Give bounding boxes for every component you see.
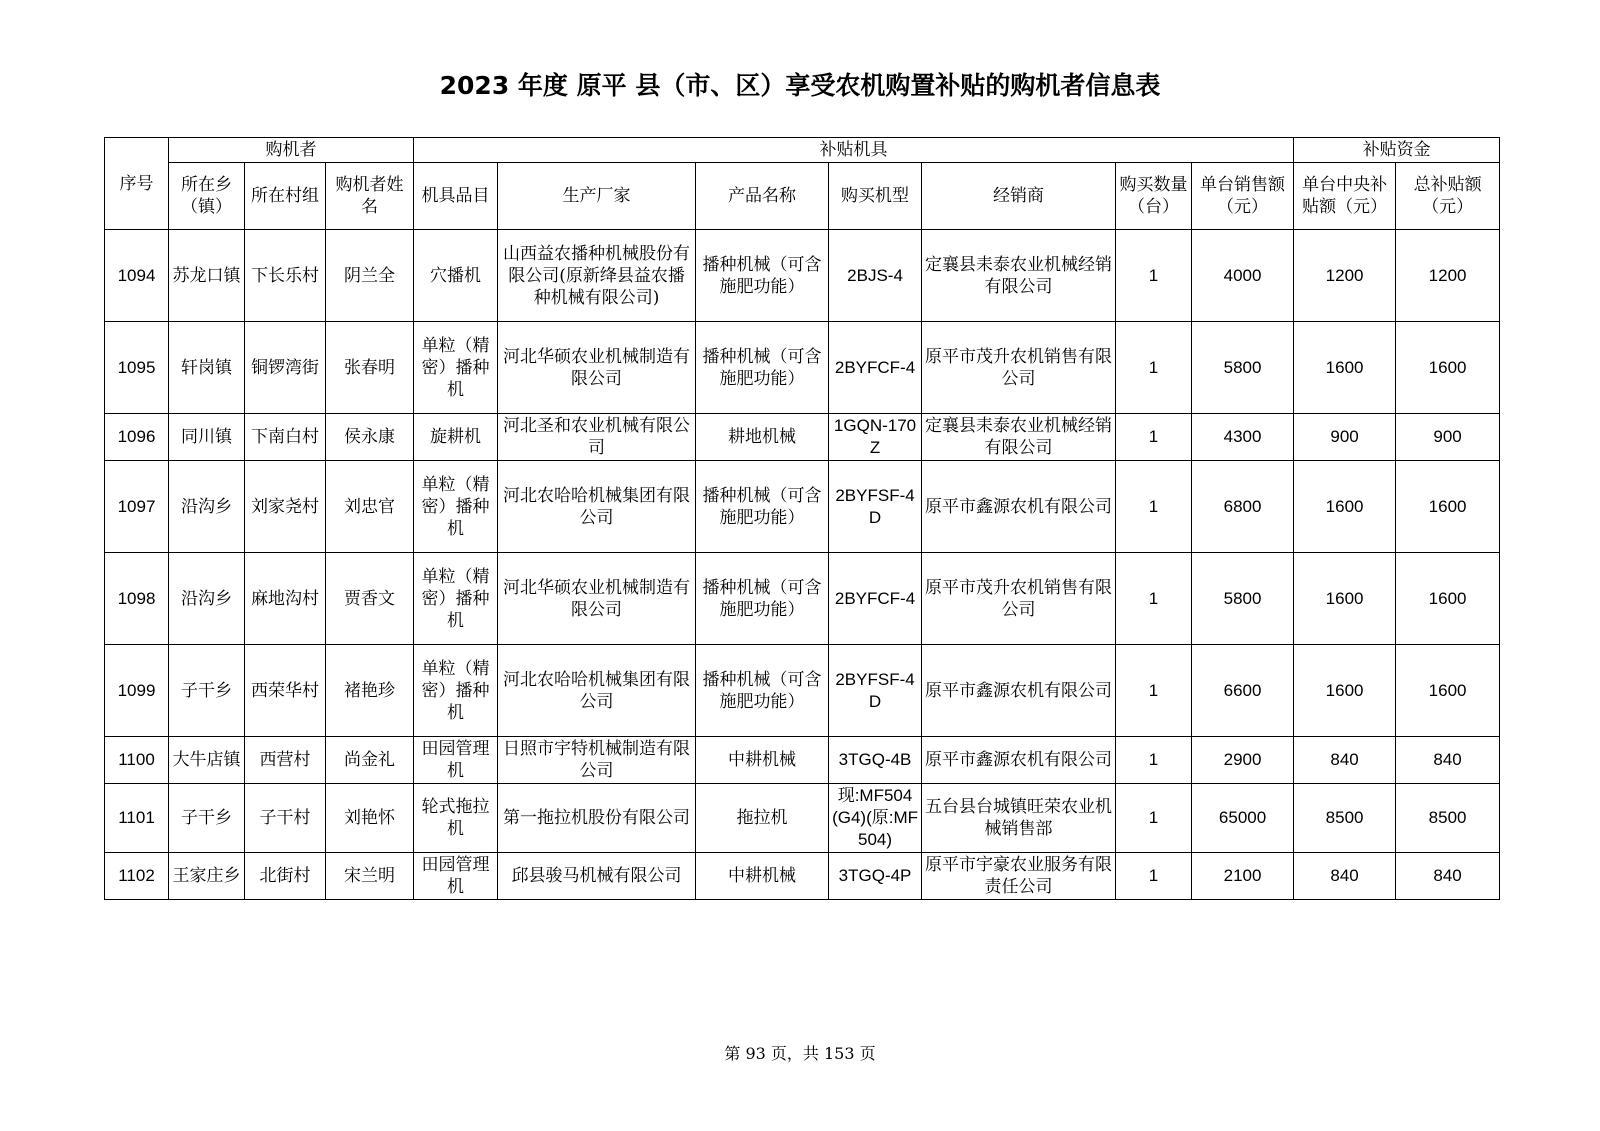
header-qty: 购买数量（台）: [1116, 163, 1192, 230]
cell-name: 尚金礼: [326, 737, 414, 784]
cell-price: 4000: [1192, 230, 1294, 322]
cell-maker: 河北农哈哈机械集团有限公司: [498, 645, 696, 737]
cell-qty: 1: [1116, 414, 1192, 461]
cell-town: 沿沟乡: [169, 553, 245, 645]
cell-town: 子干乡: [169, 784, 245, 853]
cell-total: 1200: [1396, 230, 1500, 322]
cell-seq: 1095: [105, 322, 169, 414]
cell-total: 8500: [1396, 784, 1500, 853]
cell-town: 轩岗镇: [169, 322, 245, 414]
cell-town: 子干乡: [169, 645, 245, 737]
cell-price: 5800: [1192, 553, 1294, 645]
header-dealer: 经销商: [922, 163, 1116, 230]
cell-village: 刘家尧村: [245, 461, 326, 553]
cell-name: 宋兰明: [326, 853, 414, 900]
cell-category: 田园管理机: [414, 853, 498, 900]
cell-dealer: 原平市鑫源农机有限公司: [922, 737, 1116, 784]
cell-seq: 1101: [105, 784, 169, 853]
cell-central: 1600: [1294, 553, 1396, 645]
cell-maker: 邱县骏马机械有限公司: [498, 853, 696, 900]
cell-price: 2100: [1192, 853, 1294, 900]
cell-total: 900: [1396, 414, 1500, 461]
cell-product: 播种机械（可含施肥功能）: [696, 553, 829, 645]
subsidy-table: [104, 137, 1500, 900]
group-machine: 补贴机具: [414, 138, 1294, 163]
header-total: 总补贴额（元）: [1396, 163, 1500, 230]
cell-qty: 1: [1116, 230, 1192, 322]
header-price: 单台销售额（元）: [1192, 163, 1294, 230]
cell-category: 田园管理机: [414, 737, 498, 784]
cell-category: 单粒（精密）播种机: [414, 553, 498, 645]
cell-dealer: 定襄县耒泰农业机械经销有限公司: [922, 414, 1116, 461]
table-row: [105, 737, 1500, 784]
cell-category: 单粒（精密）播种机: [414, 461, 498, 553]
column-header-row: [105, 163, 1500, 230]
cell-dealer: 原平市宇豪农业服务有限责任公司: [922, 853, 1116, 900]
header-central: 单台中央补贴额（元）: [1294, 163, 1396, 230]
cell-qty: 1: [1116, 645, 1192, 737]
cell-name: 刘艳怀: [326, 784, 414, 853]
group-funds: 补贴资金: [1294, 138, 1500, 163]
cell-dealer: 原平市鑫源农机有限公司: [922, 461, 1116, 553]
cell-total: 1600: [1396, 461, 1500, 553]
cell-maker: 日照市宇特机械制造有限公司: [498, 737, 696, 784]
cell-qty: 1: [1116, 461, 1192, 553]
table-row: [105, 853, 1500, 900]
cell-seq: 1098: [105, 553, 169, 645]
cell-town: 沿沟乡: [169, 461, 245, 553]
header-town: 所在乡（镇）: [169, 163, 245, 230]
cell-total: 1600: [1396, 322, 1500, 414]
group-buyer: 购机者: [169, 138, 414, 163]
cell-maker: 河北华硕农业机械制造有限公司: [498, 553, 696, 645]
cell-qty: 1: [1116, 553, 1192, 645]
table-row: [105, 414, 1500, 461]
cell-central: 1600: [1294, 461, 1396, 553]
cell-dealer: 定襄县耒泰农业机械经销有限公司: [922, 230, 1116, 322]
cell-price: 6800: [1192, 461, 1294, 553]
cell-model: 1GQN-170Z: [829, 414, 922, 461]
cell-seq: 1096: [105, 414, 169, 461]
cell-village: 子干村: [245, 784, 326, 853]
cell-town: 大牛店镇: [169, 737, 245, 784]
cell-maker: 第一拖拉机股份有限公司: [498, 784, 696, 853]
cell-product: 拖拉机: [696, 784, 829, 853]
cell-village: 下南白村: [245, 414, 326, 461]
cell-product: 播种机械（可含施肥功能）: [696, 322, 829, 414]
cell-town: 王家庄乡: [169, 853, 245, 900]
cell-qty: 1: [1116, 737, 1192, 784]
cell-maker: 河北华硕农业机械制造有限公司: [498, 322, 696, 414]
cell-name: 褚艳珍: [326, 645, 414, 737]
cell-maker: 河北圣和农业机械有限公司: [498, 414, 696, 461]
cell-model: 2BYFSF-4D: [829, 645, 922, 737]
header-seq: 序号: [105, 138, 169, 230]
cell-name: 张春明: [326, 322, 414, 414]
table-row: [105, 553, 1500, 645]
cell-dealer: 原平市鑫源农机有限公司: [922, 645, 1116, 737]
table-row: [105, 230, 1500, 322]
cell-village: 北街村: [245, 853, 326, 900]
cell-model: 2BYFCF-4: [829, 553, 922, 645]
cell-price: 65000: [1192, 784, 1294, 853]
cell-category: 旋耕机: [414, 414, 498, 461]
cell-total: 1600: [1396, 553, 1500, 645]
cell-total: 840: [1396, 737, 1500, 784]
cell-central: 1600: [1294, 645, 1396, 737]
cell-price: 2900: [1192, 737, 1294, 784]
cell-dealer: 五台县台城镇旺荣农业机械销售部: [922, 784, 1116, 853]
cell-model: 2BYFSF-4D: [829, 461, 922, 553]
cell-price: 5800: [1192, 322, 1294, 414]
cell-central: 840: [1294, 853, 1396, 900]
cell-model: 3TGQ-4B: [829, 737, 922, 784]
header-name: 购机者姓名: [326, 163, 414, 230]
cell-category: 单粒（精密）播种机: [414, 645, 498, 737]
cell-town: 苏龙口镇: [169, 230, 245, 322]
cell-total: 840: [1396, 853, 1500, 900]
group-header-row: [105, 138, 1500, 163]
cell-model: 现:MF504(G4)(原:MF504): [829, 784, 922, 853]
cell-town: 同川镇: [169, 414, 245, 461]
cell-village: 铜锣湾街: [245, 322, 326, 414]
cell-maker: 河北农哈哈机械集团有限公司: [498, 461, 696, 553]
cell-qty: 1: [1116, 322, 1192, 414]
cell-seq: 1099: [105, 645, 169, 737]
cell-qty: 1: [1116, 853, 1192, 900]
cell-name: 侯永康: [326, 414, 414, 461]
cell-product: 耕地机械: [696, 414, 829, 461]
cell-model: 2BJS-4: [829, 230, 922, 322]
table-row: [105, 461, 1500, 553]
cell-name: 阴兰全: [326, 230, 414, 322]
table-row: [105, 645, 1500, 737]
cell-central: 1600: [1294, 322, 1396, 414]
cell-product: 中耕机械: [696, 737, 829, 784]
page-title: 2023 年度 原平 县（市、区）享受农机购置补贴的购机者信息表: [439, 71, 1161, 100]
cell-seq: 1097: [105, 461, 169, 553]
cell-qty: 1: [1116, 784, 1192, 853]
cell-village: 麻地沟村: [245, 553, 326, 645]
header-product: 产品名称: [696, 163, 829, 230]
cell-product: 播种机械（可含施肥功能）: [696, 645, 829, 737]
cell-village: 西荣华村: [245, 645, 326, 737]
cell-seq: 1100: [105, 737, 169, 784]
cell-village: 西营村: [245, 737, 326, 784]
cell-price: 6600: [1192, 645, 1294, 737]
cell-category: 穴播机: [414, 230, 498, 322]
cell-category: 轮式拖拉机: [414, 784, 498, 853]
cell-dealer: 原平市茂升农机销售有限公司: [922, 553, 1116, 645]
cell-central: 8500: [1294, 784, 1396, 853]
cell-central: 840: [1294, 737, 1396, 784]
cell-dealer: 原平市茂升农机销售有限公司: [922, 322, 1116, 414]
cell-product: 播种机械（可含施肥功能）: [696, 461, 829, 553]
table-row: [105, 322, 1500, 414]
cell-maker: 山西益农播种机械股份有限公司(原新绛县益农播种机械有限公司): [498, 230, 696, 322]
header-category: 机具品目: [414, 163, 498, 230]
cell-village: 下长乐村: [245, 230, 326, 322]
header-model: 购买机型: [829, 163, 922, 230]
cell-price: 4300: [1192, 414, 1294, 461]
header-village: 所在村组: [245, 163, 326, 230]
cell-model: 3TGQ-4P: [829, 853, 922, 900]
cell-name: 刘忠官: [326, 461, 414, 553]
cell-product: 中耕机械: [696, 853, 829, 900]
cell-seq: 1102: [105, 853, 169, 900]
table-row: [105, 784, 1500, 853]
page-footer: 第 93 页，共 153 页: [724, 1044, 876, 1063]
header-maker: 生产厂家: [498, 163, 696, 230]
cell-seq: 1094: [105, 230, 169, 322]
cell-name: 贾香文: [326, 553, 414, 645]
cell-total: 1600: [1396, 645, 1500, 737]
cell-central: 900: [1294, 414, 1396, 461]
cell-category: 单粒（精密）播种机: [414, 322, 498, 414]
cell-central: 1200: [1294, 230, 1396, 322]
cell-product: 播种机械（可含施肥功能）: [696, 230, 829, 322]
cell-model: 2BYFCF-4: [829, 322, 922, 414]
